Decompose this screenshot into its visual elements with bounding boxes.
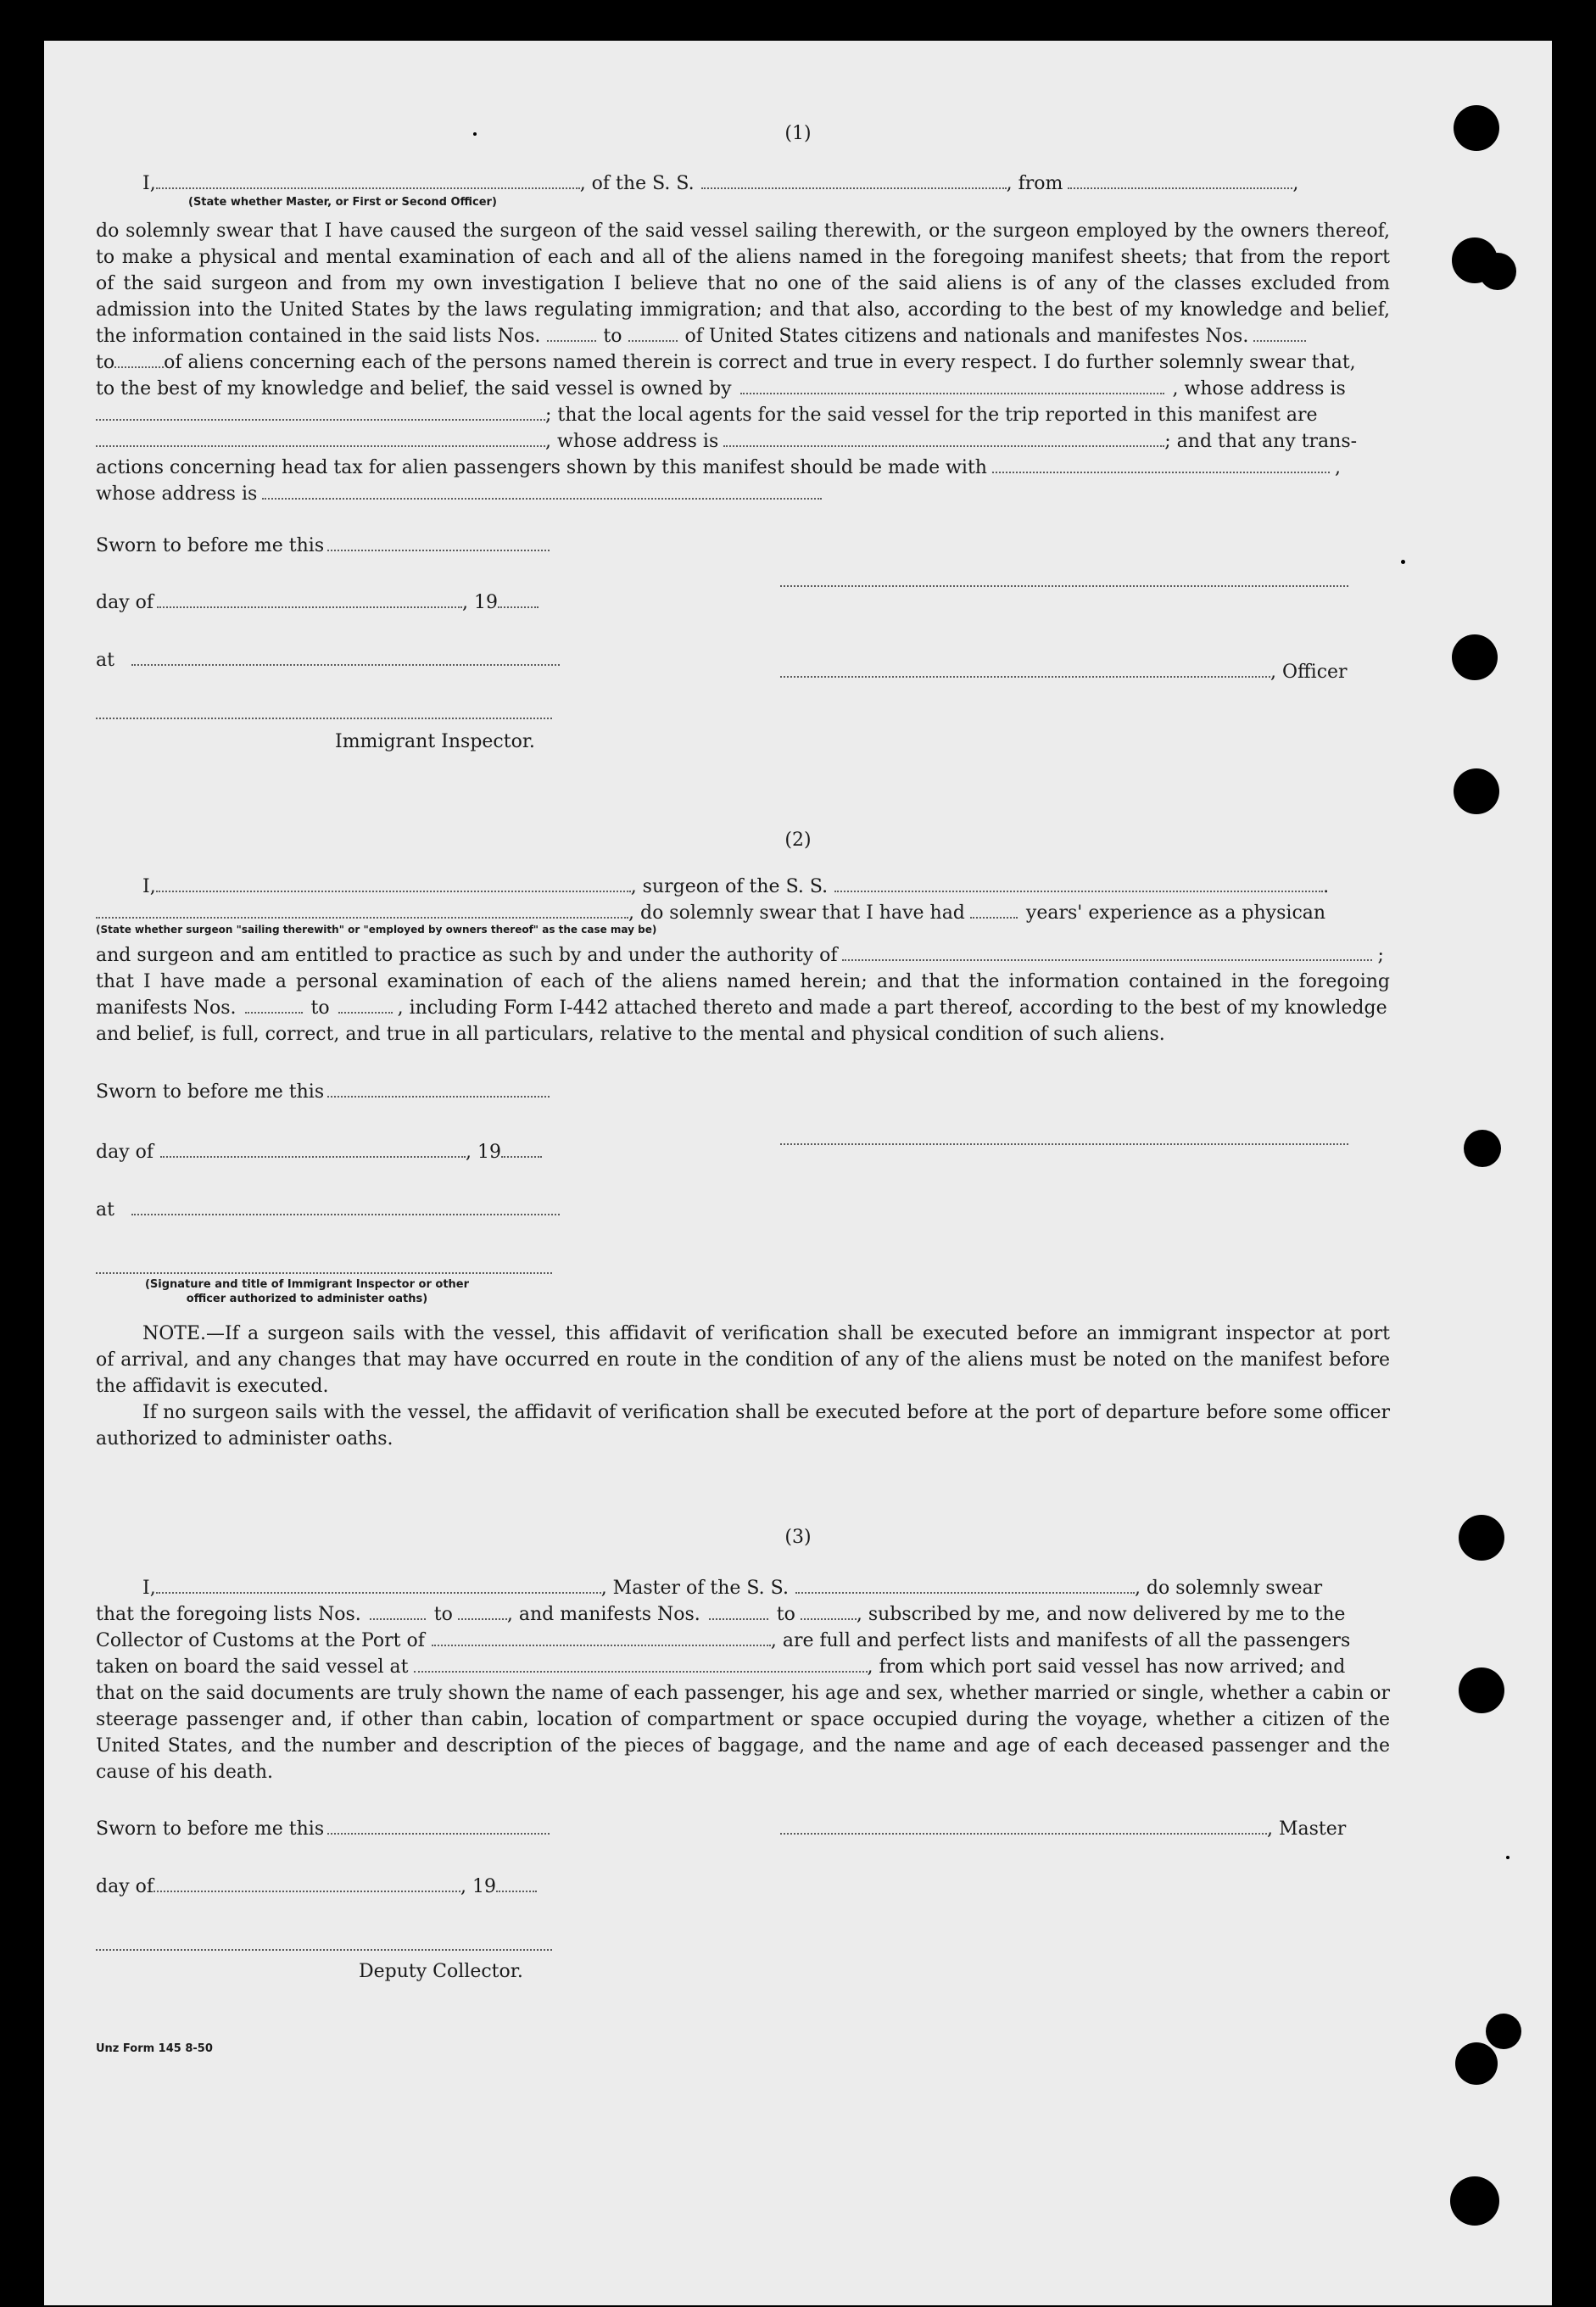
s2-line4: that I have made a personal examination of each of the aliens named herein; and that the information contained in the foregoing (96, 971, 1390, 992)
s1-line8: to the best of my knowledge and belief, the said vessel is owned by , whose address is (96, 378, 1346, 399)
s3-body-2: steerage passenger and, if other than cabin, location of compartment or space occupied during the voyage, whether a citizen of the (96, 1709, 1390, 1730)
s1-from-field[interactable] (1068, 176, 1292, 189)
note-p2-line2: authorized to administer oaths. (96, 1428, 393, 1450)
s1-inspector-signature-line[interactable] (96, 716, 552, 719)
binder-hole-6 (1459, 1515, 1504, 1561)
s3-lists-to-field[interactable] (458, 1606, 507, 1620)
s1-vessel-field[interactable] (701, 176, 1007, 189)
s2-line1: I, , surgeon of the S. S. . (142, 876, 1330, 897)
s1-agents-address-field[interactable] (723, 433, 1164, 447)
s2-dayof: day of , 19 (96, 1140, 542, 1165)
s1-manifest-to-field[interactable] (114, 355, 164, 368)
s2-sworn: Sworn to before me this (96, 1080, 550, 1105)
s3-lists-from-field[interactable] (370, 1606, 426, 1620)
s3-line4: taken on board the said vessel at , from which port said vessel has now arrived; and (96, 1656, 1346, 1678)
s3-body-3: United States, and the number and description of the pieces of baggage, and the name and age of each deceased passenger and the (96, 1735, 1390, 1757)
s3-dayof: day of , 19 (96, 1874, 537, 1900)
s3-last-line: cause of his death. (96, 1762, 273, 1783)
s2-line2: , do solemnly swear that I have had years' experience as a physican (96, 901, 1325, 926)
s1-list-from-field[interactable] (547, 328, 596, 342)
note-p2-line1: If no surgeon sails with the vessel, the affidavit of verification shall be executed before at the port of departure before some officer (142, 1402, 1390, 1423)
s1-officer-signature-field[interactable] (780, 664, 1270, 678)
s3-line1: I, , Master of the S. S. , do solemnly swear (142, 1578, 1323, 1599)
s2-at: at (96, 1198, 560, 1223)
s1-manifest-nos-field[interactable] (1253, 328, 1306, 342)
s2-authority-field[interactable] (842, 947, 1372, 961)
s2-inspector-signature-line[interactable] (96, 1271, 552, 1274)
binder-hole-5 (1464, 1130, 1501, 1167)
binder-hole-7 (1459, 1667, 1504, 1713)
speck (1506, 1856, 1510, 1859)
s1-sworn-date-field[interactable] (327, 538, 550, 551)
s3-line3: Collector of Customs at the Port of , are full and perfect lists and manifests of all the passengers (96, 1630, 1351, 1651)
s3-port-field[interactable] (432, 1633, 771, 1646)
s1-inspector-label: Immigrant Inspector. (335, 731, 535, 752)
s2-manifest-from-field[interactable] (245, 1000, 303, 1014)
s3-taken-on-field[interactable] (414, 1659, 868, 1673)
binder-hole-8b (1486, 2014, 1521, 2049)
s2-years-field[interactable] (970, 905, 1018, 919)
s3-deputy-label: Deputy Collector. (359, 1961, 523, 1982)
s2-month-field[interactable] (160, 1144, 466, 1158)
s1-officer-line (780, 660, 1348, 685)
manifest-affidavit-sheet (44, 41, 1552, 2305)
s3-body-1: that on the said documents are truly shown the name of each passenger, his age and sex, whether married or single, whether a cabin or (96, 1683, 1390, 1704)
section-3-number: (3) (784, 1527, 812, 1548)
binder-hole-9 (1450, 2176, 1499, 2226)
s3-vessel-field[interactable] (795, 1580, 1135, 1594)
binder-hole-8 (1455, 2042, 1498, 2085)
s3-sworn: Sworn to before me this (96, 1817, 550, 1842)
s2-sailing-field[interactable] (96, 905, 628, 919)
s2-vessel-field[interactable] (834, 879, 1323, 892)
s1-dayof: day of , 19 (96, 590, 539, 616)
s1-owner-address-field[interactable] (96, 407, 545, 421)
s1-officer-caption: (State whether Master, or First or Second Officer) (188, 196, 497, 209)
s2-surgeon-caption: (State whether surgeon "sailing therewith" or "employed by owners thereof" as the case may be) (96, 924, 657, 936)
s1-i-label: I, (142, 173, 156, 194)
s3-year-field[interactable] (496, 1879, 537, 1892)
s1-agents-field[interactable] (96, 433, 545, 447)
s1-officer-label: , Officer (1270, 662, 1348, 683)
s1-line11: actions concerning head tax for alien passengers shown by this manifest should be made with , (96, 457, 1341, 478)
s3-month-field[interactable] (153, 1879, 460, 1892)
s1-body-2: to make a physical and mental examination of each and all of the aliens named in the foregoing manifest sheets; that from the report (96, 247, 1390, 268)
s1-line1: I, , of the S. S. , from , (142, 173, 1299, 194)
s1-body-1: do solemnly swear that I have caused the surgeon of the said vessel sailing therewith, or the surgeon employed by the owners thereof, (96, 221, 1390, 242)
s3-master-name-field[interactable] (156, 1580, 601, 1594)
s1-year-field[interactable] (498, 595, 539, 608)
speck (473, 132, 477, 136)
s2-manifest-to-field[interactable] (338, 1000, 393, 1014)
s1-head-tax-field[interactable] (992, 460, 1330, 473)
note-p1-line1: NOTE.—If a surgeon sails with the vessel, this affidavit of verification shall be executed before an immigrant inspector at port (142, 1323, 1390, 1344)
note-p1-line3: the affidavit is executed. (96, 1376, 329, 1397)
s1-owner-field[interactable] (740, 381, 1164, 394)
s2-signature-caption: (Signature and title of Immigrant Inspector or other officer authorized to administer oaths) (144, 1278, 470, 1305)
s1-body-4: admission into the United States by the laws regulating immigration; and that also, according to the best of my knowledge and belief, (96, 299, 1390, 321)
s1-signature-line[interactable] (780, 584, 1348, 587)
s1-line10: , whose address is ; and that any trans- (96, 429, 1357, 455)
s1-ss-label: , of the S. S. (579, 173, 695, 194)
s2-line5: manifests Nos. to , including Form I-442 attached thereto and made a part thereof, according to the best of my knowledge (96, 997, 1387, 1019)
note-p1-line2: of arrival, and any changes that may have occurred en route in the condition of any of the aliens must be noted on the manifest before (96, 1349, 1390, 1371)
s3-master-label: , Master (1267, 1818, 1347, 1840)
binder-hole-2b (1479, 253, 1516, 290)
form-number: Unz Form 145 8-50 (96, 2042, 213, 2055)
s2-sworn-date-field[interactable] (327, 1084, 550, 1098)
s2-line3: and surgeon and am entitled to practice as such by and under the authority of ; (96, 945, 1384, 966)
s3-sworn-date-field[interactable] (327, 1821, 550, 1835)
s1-sworn: Sworn to before me this (96, 533, 550, 559)
s1-line12: whose address is (96, 482, 822, 507)
s3-master-line (780, 1817, 1346, 1842)
s1-head-tax-address-field[interactable] (262, 486, 822, 500)
section-2-number: (2) (784, 830, 812, 851)
s3-manifests-from-field[interactable] (709, 1606, 768, 1620)
speck (1401, 560, 1405, 564)
binder-hole-3 (1452, 634, 1498, 680)
s1-at: at (96, 648, 560, 673)
s3-line2: that the foregoing lists Nos. to , and manifests Nos. to , subscribed by me, and now delivered by me to the (96, 1604, 1346, 1625)
s1-line6: the information contained in the said lists Nos. to of United States citizens and nationals and manifestes Nos. (96, 324, 1306, 349)
section-1-number: (1) (784, 123, 812, 144)
s2-year-field[interactable] (501, 1144, 542, 1158)
s1-month-field[interactable] (157, 595, 462, 608)
s1-officer-name-field[interactable] (156, 176, 580, 189)
s1-from-label: , from (1006, 173, 1063, 194)
s3-deputy-signature-line[interactable] (96, 1947, 552, 1951)
binder-hole-1 (1454, 105, 1499, 151)
s1-at-field[interactable] (131, 652, 560, 666)
s1-line9: ; that the local agents for the said vessel for the trip reported in this manifest are (96, 403, 1318, 428)
s2-surgeon-name-field[interactable] (156, 879, 631, 892)
binder-hole-4 (1454, 768, 1499, 814)
s3-master-signature-field[interactable] (780, 1821, 1267, 1835)
s2-signature-line[interactable] (780, 1142, 1348, 1145)
s2-line6: and belief, is full, correct, and true in all particulars, relative to the mental and physical condition of such aliens. (96, 1024, 1165, 1045)
s1-list-to-field[interactable] (628, 328, 678, 342)
s1-body-3: of the said surgeon and from my own investigation I believe that no one of the said aliens is of any of the classes excluded from (96, 273, 1390, 294)
s3-manifests-to-field[interactable] (801, 1606, 857, 1620)
s2-at-field[interactable] (131, 1202, 560, 1215)
s1-line7: to of aliens concerning each of the persons named therein is correct and true in every respect. I do further solemnly swear that, (96, 352, 1356, 373)
